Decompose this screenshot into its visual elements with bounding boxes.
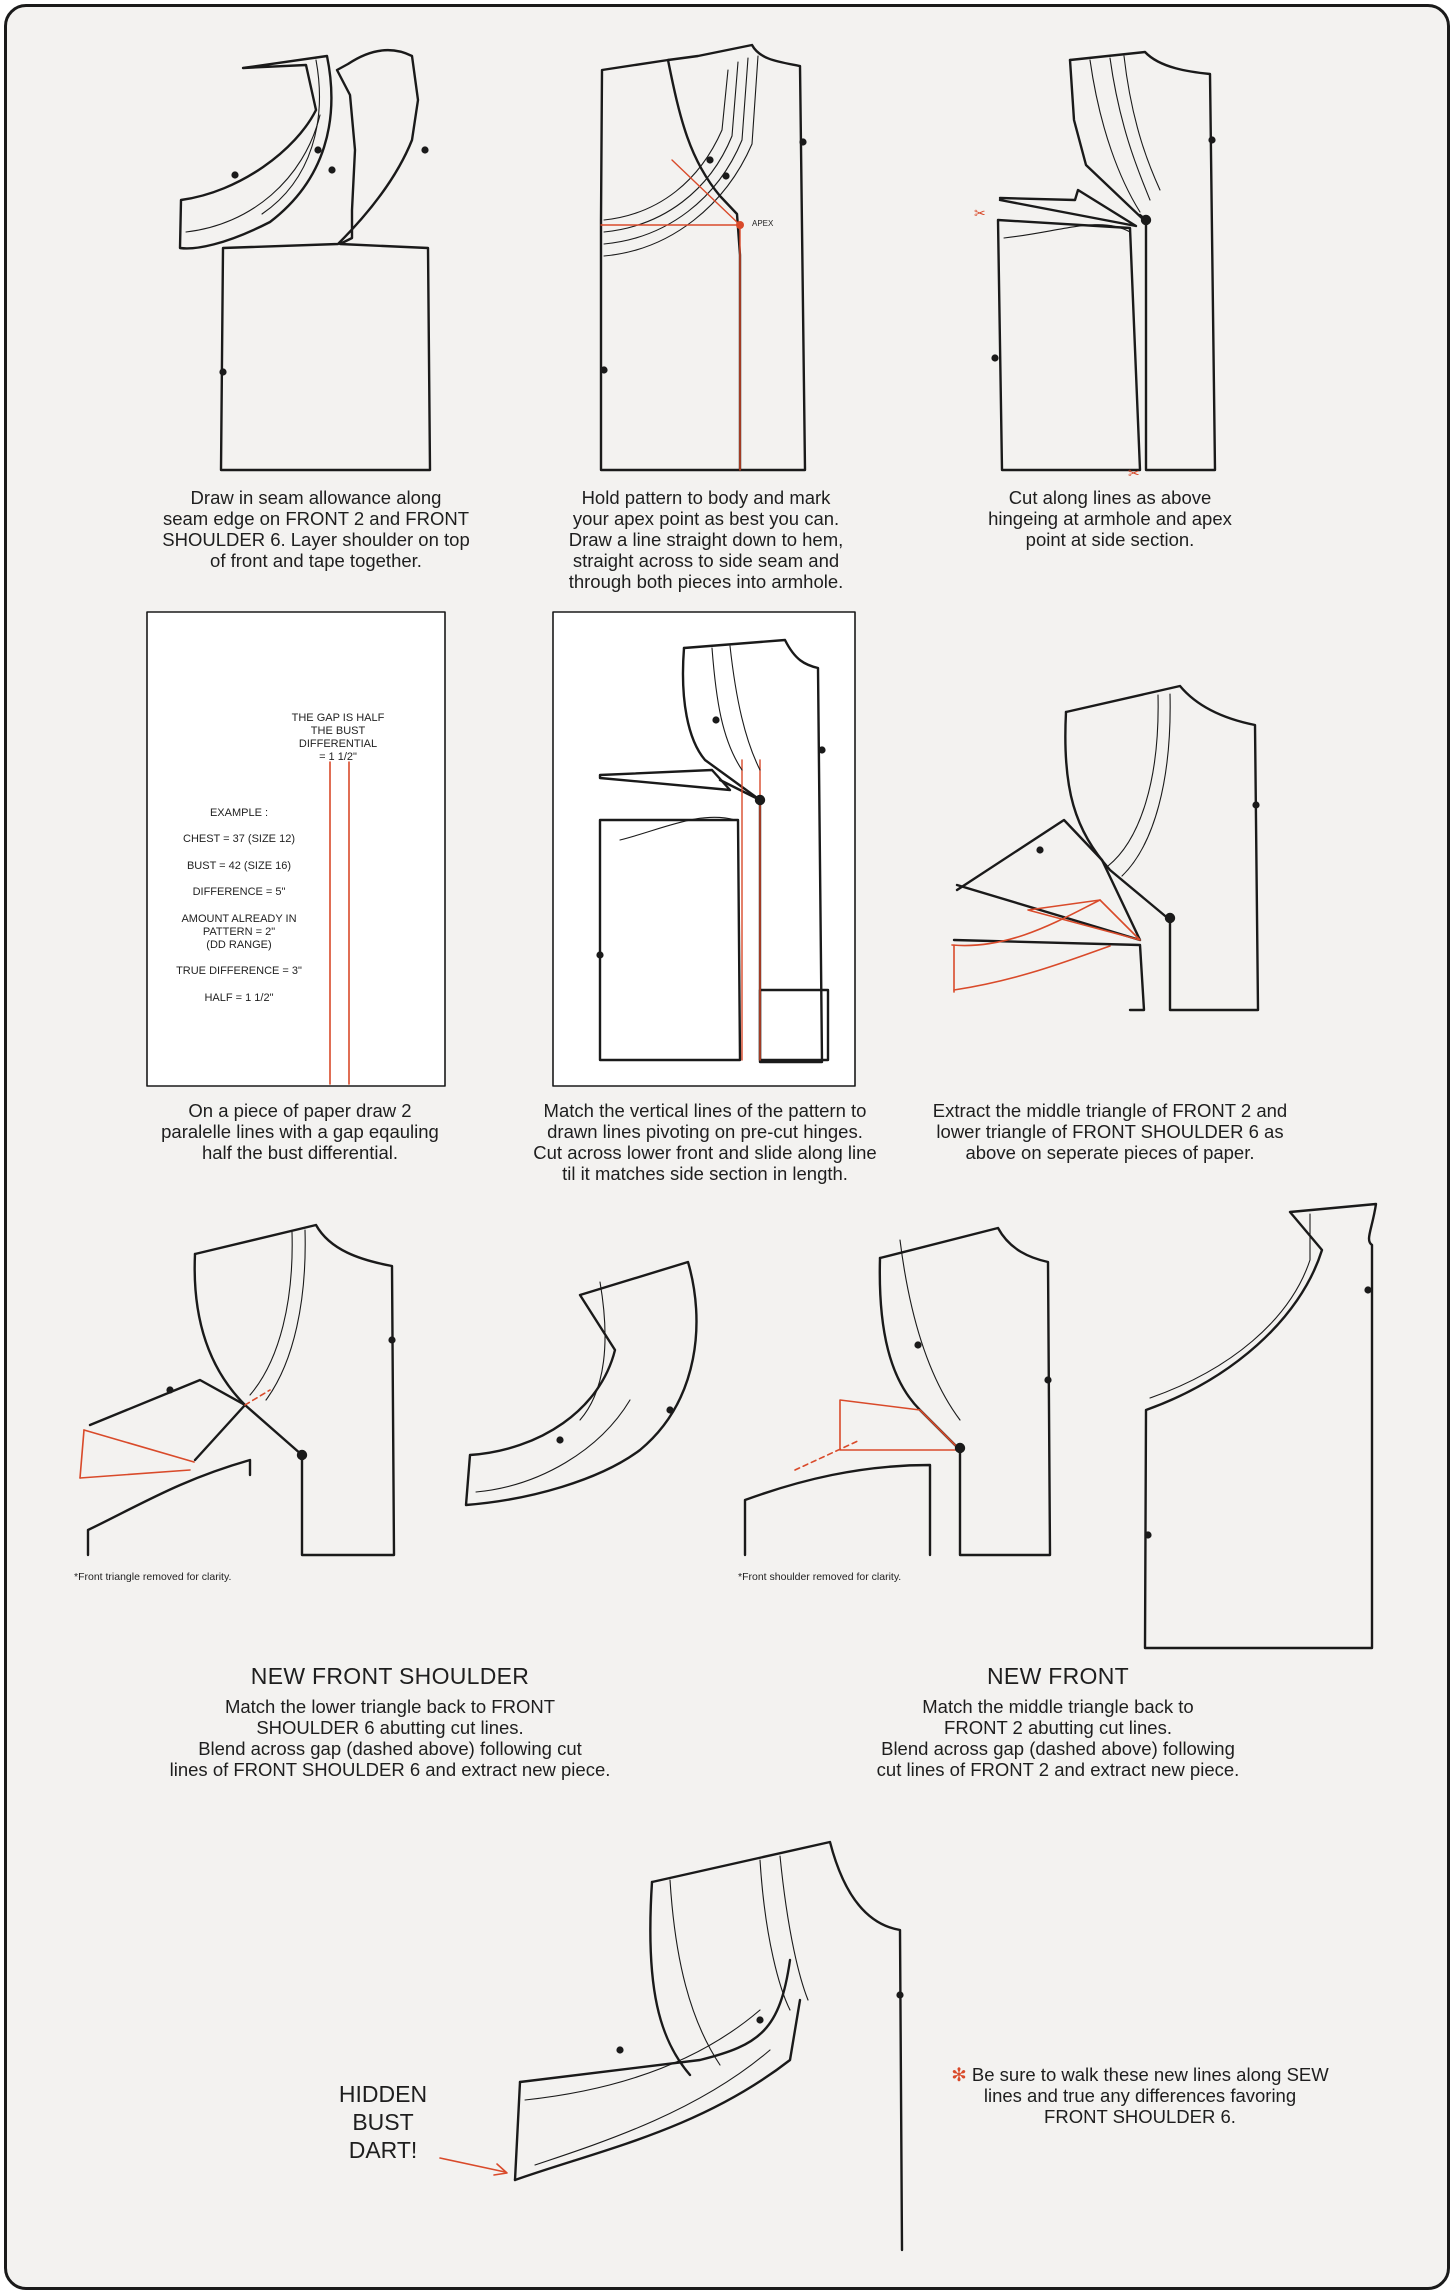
example-half: HALF = 1 1/2" (204, 992, 274, 1004)
example-true-difference: TRUE DIFFERENCE = 3" (176, 965, 302, 977)
apex-label: APEX (752, 219, 774, 228)
paper-heading-line: THE BUST (310, 725, 366, 737)
step2-pattern (601, 45, 805, 470)
paper-heading (272, 712, 404, 764)
caption-line: cut lines of FRONT 2 and extract new piece. (876, 1759, 1240, 1780)
caption-line: point at side section. (1025, 529, 1195, 550)
caption-line: Match the vertical lines of the pattern to (543, 1100, 867, 1121)
front-note: *Front shoulder removed for clarity. (738, 1571, 902, 1583)
step6-pattern (952, 686, 1258, 1010)
caption-line: above on seperate pieces of paper. (965, 1142, 1255, 1163)
caption-line: Cut along lines as above (1008, 487, 1212, 508)
new-front-caption (818, 1696, 1298, 1780)
step4-paper (147, 612, 445, 1086)
caption-line: of front and tape together. (210, 550, 422, 571)
caption-line: drawn lines pivoting on pre-cut hinges. (547, 1121, 863, 1142)
step2-caption (538, 487, 874, 592)
caption-line: til it matches side section in length. (562, 1163, 848, 1184)
callout-line: HIDDEN (338, 2081, 428, 2107)
final-pattern (440, 1842, 902, 2250)
new-front-shoulder-pattern (80, 1225, 394, 1555)
caption-line: seam edge on FRONT 2 and FRONT (162, 508, 470, 529)
final-note-line: FRONT SHOULDER 6. (1044, 2106, 1236, 2127)
step1-shoulder-piece (180, 56, 331, 248)
step1-caption (148, 487, 484, 571)
notch-marker (221, 370, 226, 375)
caption-line: SHOULDER 6. Layer shoulder on top (162, 529, 470, 550)
example-bust: BUST = 42 (SIZE 16) (186, 860, 292, 872)
caption-line: Hold pattern to body and mark (581, 487, 831, 508)
example-range: (DD RANGE) (206, 939, 272, 951)
new-front-shoulder-piece (466, 1262, 696, 1505)
apex-point (736, 221, 744, 229)
step3-side-piece (1070, 52, 1215, 470)
final-note-line: lines and true any differences favoring (983, 2085, 1297, 2106)
caption-line: half the bust differential. (201, 1142, 399, 1163)
notch-marker (330, 168, 335, 173)
paper-heading-line: = 1 1/2" (319, 751, 357, 763)
example-amount: AMOUNT ALREADY IN (181, 913, 297, 925)
new-front-piece (1145, 1204, 1376, 1648)
caption-line: Cut across lower front and slide along line (533, 1142, 877, 1163)
notch-marker (316, 148, 321, 153)
callout-line: BUST (352, 2109, 414, 2135)
step4-caption (130, 1100, 470, 1163)
caption-line: SHOULDER 6 abutting cut lines. (256, 1717, 524, 1738)
caption-line: Match the lower triangle back to FRONT (224, 1696, 556, 1717)
new-front-heading: NEW FRONT (987, 1663, 1129, 1689)
caption-line: Draw a line straight down to hem, (568, 529, 844, 550)
final-note-line: Be sure to walk these new lines along SEW (971, 2064, 1329, 2085)
hidden-bust-dart-callout (318, 2080, 448, 2164)
caption-line: FRONT 2 abutting cut lines. (944, 1717, 1172, 1738)
caption-line: On a piece of paper draw 2 (188, 1100, 412, 1121)
example-difference: DIFFERENCE = 5" (192, 886, 286, 898)
caption-line: Draw in seam allowance along (190, 487, 442, 508)
caption-line: Match the middle triangle back to (922, 1696, 1194, 1717)
step6-caption (905, 1100, 1315, 1163)
new-front-shoulder-heading: NEW FRONT SHOULDER (250, 1663, 530, 1689)
paper-heading-line: THE GAP IS HALF (291, 712, 385, 724)
caption-line: Blend across gap (dashed above) following (881, 1738, 1235, 1759)
example-label: EXAMPLE : (209, 807, 269, 819)
caption-line: your apex point as best you can. (572, 508, 840, 529)
caption-line: lower triangle of FRONT SHOULDER 6 as (936, 1121, 1284, 1142)
callout-arrow (440, 2158, 505, 2172)
scissors-icon: ✂ (1128, 465, 1140, 481)
step3-pattern (974, 52, 1215, 481)
caption-line: straight across to side seam and (572, 550, 840, 571)
new-front-shoulder-caption (140, 1696, 640, 1780)
step1-front-piece (221, 50, 430, 470)
step5-caption (500, 1100, 910, 1184)
step2-piece (601, 60, 740, 470)
final-note (940, 2064, 1340, 2127)
caption-line: lines of FRONT SHOULDER 6 and extract new piece. (169, 1759, 611, 1780)
front-shoulder-note: *Front triangle removed for clarity. (74, 1571, 232, 1583)
asterisk-icon: ✻ (951, 2064, 967, 2085)
notch-marker (423, 148, 428, 153)
apex-star (1142, 216, 1150, 224)
caption-line: paralelle lines with a gap eqauling (161, 1121, 439, 1142)
caption-line: Extract the middle triangle of FRONT 2 and (932, 1100, 1288, 1121)
paper-heading-line: DIFFERENTIAL (298, 738, 378, 750)
example-chest: CHEST = 37 (SIZE 12) (183, 833, 295, 845)
caption-line: Blend across gap (dashed above) following cut (198, 1738, 582, 1759)
step1-pattern (180, 50, 430, 470)
step5-pattern (553, 612, 855, 1086)
new-front-pattern (745, 1228, 1050, 1555)
callout-line: DART! (348, 2137, 418, 2163)
scissors-icon: ✂ (974, 205, 986, 221)
notch-marker (233, 173, 238, 178)
caption-line: through both pieces into armhole. (568, 571, 844, 592)
step3-caption (945, 487, 1275, 550)
caption-line: hingeing at armhole and apex (988, 508, 1232, 529)
example-pattern: PATTERN = 2" (202, 926, 276, 938)
